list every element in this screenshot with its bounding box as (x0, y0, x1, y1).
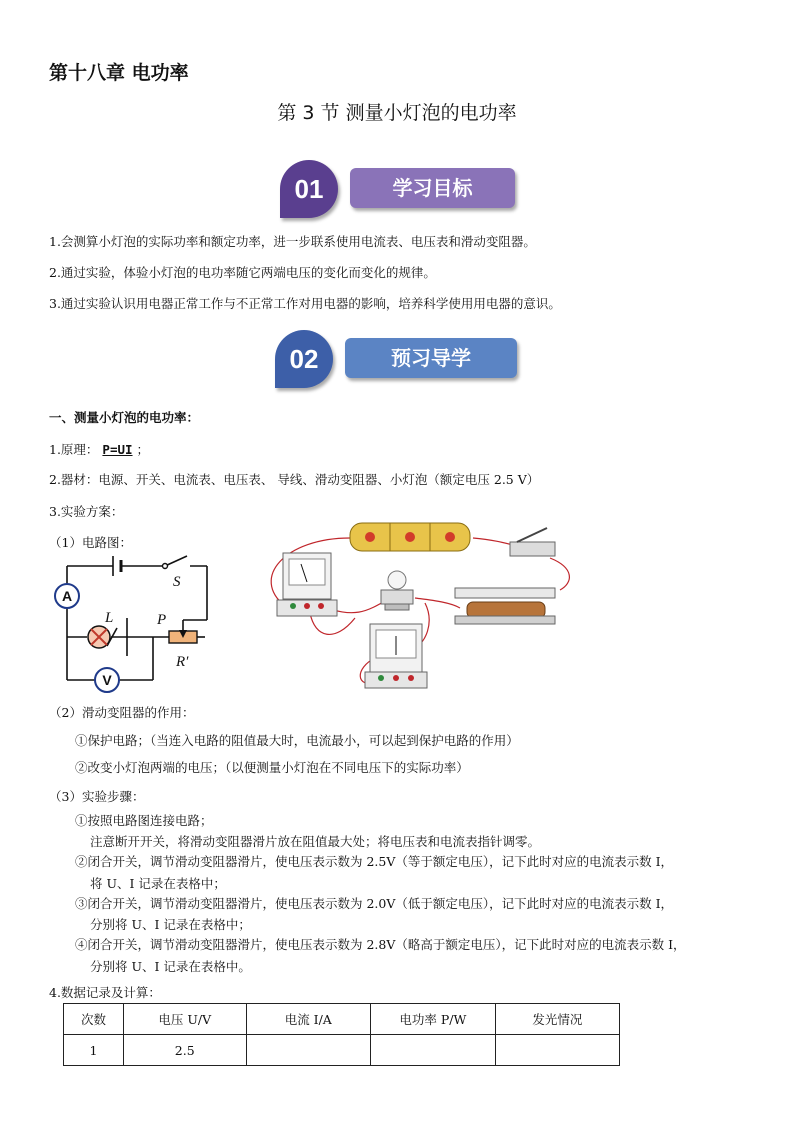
table-header-row (64, 1004, 620, 1035)
plan-heading: 3.实验方案： (49, 504, 124, 519)
ammeter-device (277, 553, 337, 616)
apparatus-illustration (255, 518, 580, 698)
cell-voltage: 2.5 (123, 1035, 246, 1066)
header-power: 电功率 P/W (371, 1004, 496, 1035)
header-voltage: 电压 U/V (123, 1004, 246, 1035)
lamp-device (381, 571, 413, 610)
switch-contact (163, 564, 168, 569)
principle-line (49, 440, 149, 458)
voltmeter-device (365, 624, 427, 688)
rheostat-letter: R′ (176, 654, 189, 670)
switch-device (510, 528, 555, 556)
principle-suffix: ； (136, 442, 150, 457)
cell-brightness (495, 1035, 619, 1066)
section-title: 第 3 节 测量小灯泡的电功率 (277, 102, 517, 124)
goal-2: 2.通过实验，体验小灯泡的电功率随它两端电压的变化而变化的规律。 (49, 265, 436, 280)
step-line-5: ③闭合开关，调节滑动变阻器滑片，使电压表示数为 2.0V（低于额定电压），记下此时对应的电流表示数 I， (75, 896, 674, 911)
chapter-title: 第十八章 电功率 (49, 62, 189, 84)
battery-pack (350, 523, 470, 551)
slider-letter: P (157, 612, 167, 628)
rheostat-device (455, 588, 555, 624)
voltmeter-letter: V (102, 672, 112, 688)
goal-1: 1.会测算小灯泡的实际功率和额定功率，进一步联系使用电流表、电压表和滑动变阻器。 (49, 234, 536, 249)
heading-measure: 一、测量小灯泡的电功率： (49, 410, 200, 425)
principle-formula: P=UI (102, 442, 133, 457)
rheostat-role-title: （2）滑动变阻器的作用： (49, 705, 195, 720)
rheostat-role-1: ①保护电路；（当连入电路的阻值最大时，电流最小，可以起到保护电路的作用） (75, 733, 519, 748)
step-line-1: ①按照电路图连接电路； (75, 813, 213, 828)
step-line-6: 分别将 U、I 记录在表格中； (90, 917, 251, 932)
banner-learning-goals (280, 160, 520, 216)
table-row (64, 1035, 620, 1066)
header-count: 次数 (64, 1004, 124, 1035)
cell-count: 1 (64, 1035, 124, 1066)
step-line-4: 将 U、I 记录在表格中； (90, 876, 226, 891)
circuit-label: （1）电路图： (49, 535, 132, 550)
header-current: 电流 I/A (246, 1004, 370, 1035)
ammeter-letter: A (61, 588, 73, 604)
switch-letter: S (173, 574, 181, 590)
circuit-diagram (45, 550, 220, 695)
cell-power (371, 1035, 496, 1066)
banner-label-preview: 预习导学 (345, 338, 517, 378)
goal-3: 3.通过实验认识用电器正常工作与不正常工作对用电器的影响，培养科学使用用电器的意识。 (49, 296, 561, 311)
equipment-line: 2.器材：电源、开关、电流表、电压表、 导线、滑动变阻器、小灯泡（额定电压 2.5 V） (49, 472, 540, 487)
data-table (63, 1003, 620, 1066)
table-title: 4.数据记录及计算： (49, 985, 161, 1000)
step-line-2: 注意断开开关，将滑动变阻器滑片放在阻值最大处；将电压表和电流表指针调零。 (90, 834, 541, 849)
step-line-3: ②闭合开关，调节滑动变阻器滑片，使电压表示数为 2.5V（等于额定电压），记下此时对应的电流表示数 I， (75, 854, 674, 869)
banner-number-01: 01 (280, 160, 338, 218)
banner-number-02: 02 (275, 330, 333, 388)
rheostat-role-2: ②改变小灯泡两端的电压；（以便测量小灯泡在不同电压下的实际功率） (75, 760, 469, 775)
cell-current (246, 1035, 370, 1066)
steps-title: （3）实验步骤： (49, 789, 145, 804)
header-brightness: 发光情况 (495, 1004, 619, 1035)
principle-prefix: 1.原理： (49, 442, 99, 457)
lamp-letter: L (105, 610, 114, 626)
banner-preview (275, 330, 525, 386)
step-line-7: ④闭合开关，调节滑动变阻器滑片，使电压表示数为 2.8V（略高于额定电压），记下此时对应的电流表示数 I， (75, 937, 686, 952)
banner-label-goals: 学习目标 (350, 168, 515, 208)
step-line-8: 分别将 U、I 记录在表格中。 (90, 959, 251, 974)
